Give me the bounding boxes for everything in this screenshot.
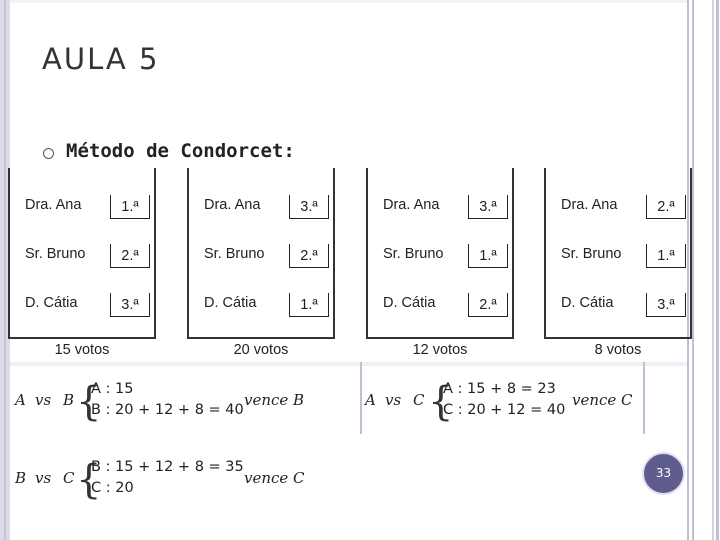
result-label: vence B — [244, 391, 305, 409]
candidate-name: Sr. Bruno — [204, 246, 265, 262]
candidate-name: D. Cátia — [204, 295, 257, 311]
vs-label: vs — [35, 469, 52, 487]
vote-count: 20 votos — [233, 342, 289, 358]
ballot-row — [204, 195, 332, 221]
page-number-badge: 33 — [642, 452, 685, 495]
candidate-name: Sr. Bruno — [25, 246, 86, 262]
ballot-row — [383, 293, 511, 319]
rank-box: 3.ª — [468, 195, 508, 219]
system-line: B : 15 + 12 + 8 = 35 — [91, 459, 244, 475]
ballot-row — [561, 244, 689, 270]
slide-title: AULA 5 — [42, 42, 160, 76]
candidate-name: D. Cátia — [561, 295, 614, 311]
candidate-name: D. Cátia — [383, 295, 436, 311]
vote-count: 15 votos — [54, 342, 110, 358]
result-label: vence C — [572, 391, 633, 409]
rank-box: 2.ª — [110, 244, 150, 268]
ballot-table — [544, 168, 692, 339]
ballot-table — [187, 168, 335, 339]
rank-box: 1.ª — [468, 244, 508, 268]
rank-box: 3.ª — [646, 293, 686, 317]
ballot-row — [204, 244, 332, 270]
ballot-row — [25, 244, 153, 270]
divider-line — [360, 362, 362, 434]
vote-count: 12 votos — [412, 342, 468, 358]
ballot-row — [561, 195, 689, 221]
candidate-left: A — [365, 391, 376, 409]
brace-icon: { — [428, 379, 454, 425]
divider-line — [643, 362, 645, 434]
slide-right-line — [692, 0, 694, 540]
rank-box: 1.ª — [110, 195, 150, 219]
ballot-table — [8, 168, 156, 339]
candidate-name: Sr. Bruno — [383, 246, 444, 262]
rank-box: 1.ª — [289, 293, 329, 317]
candidate-left: A — [15, 391, 26, 409]
slide-right-line — [716, 0, 719, 540]
candidate-left: B — [15, 469, 27, 487]
vs-label: vs — [35, 391, 52, 409]
slide-left-border-line — [4, 0, 6, 540]
section-divider — [10, 362, 687, 366]
system-line: A : 15 — [91, 381, 134, 397]
rank-box: 2.ª — [646, 195, 686, 219]
candidate-name: Dra. Ana — [204, 197, 261, 213]
system-line: A : 15 + 8 = 23 — [443, 381, 556, 397]
ballot-table — [366, 168, 514, 339]
ballot-row — [561, 293, 689, 319]
candidate-right: B — [63, 391, 75, 409]
slide-subtitle: Método de Condorcet: — [66, 140, 295, 162]
bullet-circle-icon — [43, 148, 54, 159]
candidate-name: Dra. Ana — [25, 197, 82, 213]
system-line: C : 20 — [91, 480, 134, 496]
candidate-name: Sr. Bruno — [561, 246, 622, 262]
ballot-row — [25, 195, 153, 221]
rank-box: 3.ª — [110, 293, 150, 317]
rank-box: 1.ª — [646, 244, 686, 268]
candidate-right: C — [63, 469, 75, 487]
candidate-name: Dra. Ana — [561, 197, 618, 213]
vs-label: vs — [385, 391, 402, 409]
rank-box: 2.ª — [289, 244, 329, 268]
candidate-name: D. Cátia — [25, 295, 78, 311]
ballot-row — [204, 293, 332, 319]
candidate-right: C — [413, 391, 425, 409]
result-label: vence C — [244, 469, 305, 487]
brace-icon: { — [76, 379, 102, 425]
ballot-row — [25, 293, 153, 319]
ballot-row — [383, 244, 511, 270]
brace-icon: { — [76, 457, 102, 503]
vote-count: 8 votos — [594, 342, 642, 358]
slide-right-line — [712, 0, 714, 540]
system-line: B : 20 + 12 + 8 = 40 — [91, 402, 244, 418]
slide-top-strip — [10, 0, 687, 3]
rank-box: 2.ª — [468, 293, 508, 317]
ballot-row — [383, 195, 511, 221]
system-line: C : 20 + 12 = 40 — [443, 402, 566, 418]
rank-box: 3.ª — [289, 195, 329, 219]
candidate-name: Dra. Ana — [383, 197, 440, 213]
